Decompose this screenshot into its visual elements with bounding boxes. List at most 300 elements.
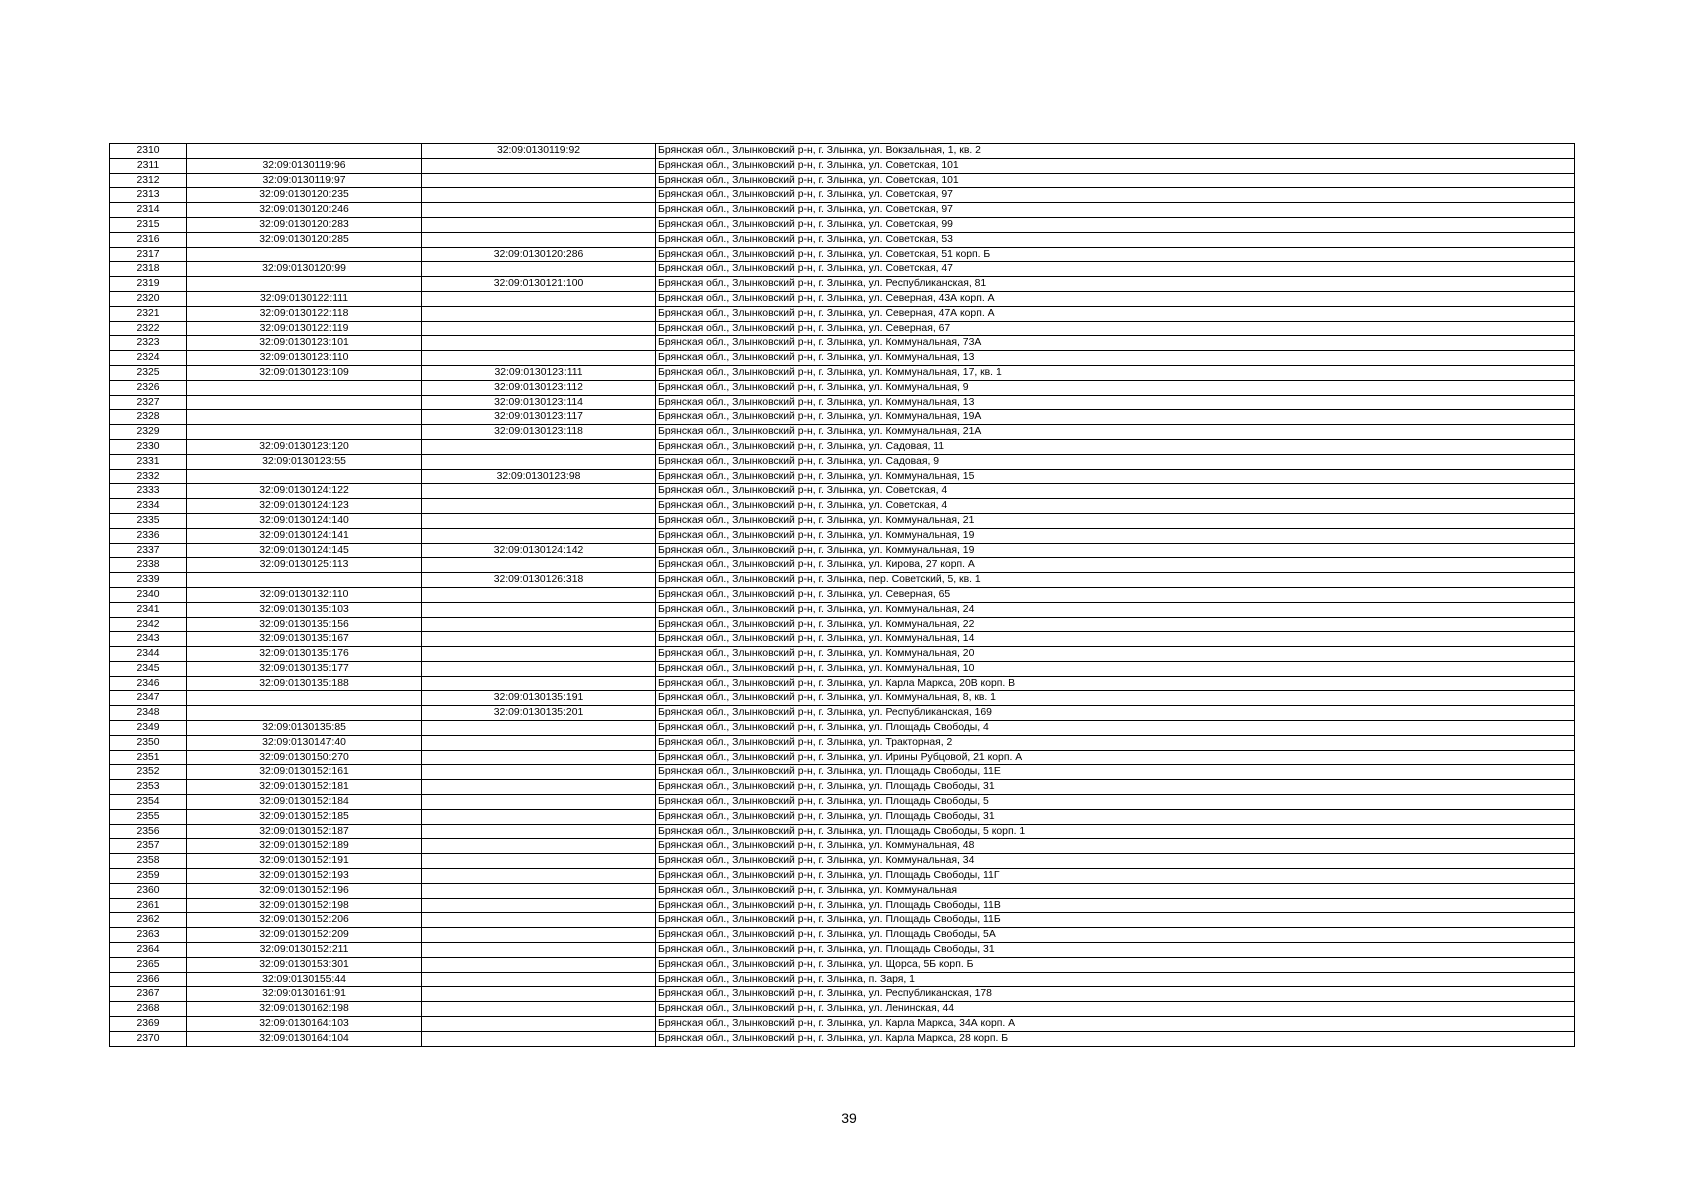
address-cell: [656, 425, 1575, 440]
address-prefix: Брянская обл., Злынковский р-н, г. Злынка,: [658, 455, 869, 467]
row-number-cell: 2344: [110, 647, 187, 662]
address-detail: ул. Коммунальная, 19А: [868, 411, 982, 423]
address-detail: ул. Ирины Рубцовой, 21 корп. А: [868, 751, 1023, 763]
address-detail: ул. Коммунальная, 9: [868, 381, 969, 393]
address-detail: п. Заря, 1: [868, 973, 915, 985]
cadastral-number-a-cell: 32:09:0130123:120: [187, 439, 422, 454]
table-row: [110, 750, 1575, 765]
cadastral-number-a-cell: 32:09:0130132:110: [187, 587, 422, 602]
address-detail: ул. Карла Маркса, 20В корп. В: [868, 677, 1016, 689]
row-number-cell: 2363: [110, 928, 187, 943]
address-detail: ул. Площадь Свободы, 11Б: [868, 914, 1001, 926]
row-number-cell: 2316: [110, 232, 187, 247]
address-detail: ул. Коммунальная, 34: [868, 855, 975, 867]
address-detail: ул. Коммунальная, 22: [868, 618, 975, 630]
cadastral-number-a-cell: 32:09:0130120:246: [187, 203, 422, 218]
address-detail: ул. Коммунальная, 13: [868, 396, 975, 408]
address-prefix: Брянская обл., Злынковский р-н, г. Злынка,: [658, 722, 869, 734]
cadastral-number-a-cell: 32:09:0130135:156: [187, 617, 422, 632]
address-prefix: Брянская обл., Злынковский р-н, г. Злынка,: [658, 988, 869, 1000]
cadastral-number-b-cell: [422, 987, 656, 1002]
table-row: [110, 232, 1575, 247]
address-cell: [656, 454, 1575, 469]
cadastral-number-a-cell: 32:09:0130155:44: [187, 972, 422, 987]
address-cell: [656, 395, 1575, 410]
cadastral-number-a-cell: [187, 469, 422, 484]
cadastral-number-a-cell: 32:09:0130120:283: [187, 217, 422, 232]
address-prefix: Брянская обл., Злынковский р-н, г. Злынка,: [658, 588, 869, 600]
cadastral-number-a-cell: [187, 247, 422, 262]
address-detail: ул. Карла Маркса, 28 корп. Б: [868, 1032, 1009, 1044]
address-prefix: Брянская обл., Злынковский р-н, г. Злынка,: [658, 307, 869, 319]
cadastral-number-b-cell: [422, 499, 656, 514]
cadastral-number-b-cell: 32:09:0130120:286: [422, 247, 656, 262]
address-cell: [656, 898, 1575, 913]
address-detail: пер. Советский, 5, кв. 1: [868, 574, 981, 586]
row-number-cell: 2361: [110, 898, 187, 913]
address-prefix: Брянская обл., Злынковский р-н, г. Злынка,: [658, 189, 869, 201]
row-number-cell: 2322: [110, 321, 187, 336]
address-prefix: Брянская обл., Злынковский р-н, г. Злынка,: [658, 248, 869, 260]
address-detail: ул. Садовая, 11: [868, 440, 945, 452]
address-prefix: Брянская обл., Злынковский р-н, г. Злынка,: [658, 337, 869, 349]
address-prefix: Брянская обл., Злынковский р-н, г. Злынка,: [658, 840, 869, 852]
address-cell: [656, 1031, 1575, 1046]
address-detail: ул. Площадь Свободы, 4: [868, 722, 989, 734]
address-detail: ул. Коммунальная, 20: [868, 648, 975, 660]
address-cell: [656, 380, 1575, 395]
cadastral-number-a-cell: [187, 573, 422, 588]
table-row: [110, 306, 1575, 321]
registry-table: [109, 143, 1575, 1047]
table-row: [110, 543, 1575, 558]
address-cell: [656, 913, 1575, 928]
cadastral-number-b-cell: [422, 1031, 656, 1046]
address-prefix: Брянская обл., Злынковский р-н, г. Злынка,: [658, 677, 869, 689]
address-detail: ул. Площадь Свободы, 5: [868, 796, 989, 808]
table-row: [110, 573, 1575, 588]
address-prefix: Брянская обл., Злынковский р-н, г. Злынка,: [658, 884, 869, 896]
cadastral-number-a-cell: [187, 410, 422, 425]
table-row: [110, 1002, 1575, 1017]
table-row: [110, 735, 1575, 750]
cadastral-number-a-cell: [187, 144, 422, 159]
row-number-cell: 2353: [110, 780, 187, 795]
cadastral-number-a-cell: 32:09:0130122:111: [187, 291, 422, 306]
row-number-cell: 2340: [110, 587, 187, 602]
address-prefix: Брянская обл., Злынковский р-н, г. Злынка,: [658, 796, 869, 808]
address-prefix: Брянская обл., Злынковский р-н, г. Злынка,: [658, 366, 869, 378]
address-prefix: Брянская обл., Злынковский р-н, г. Злынка,: [658, 958, 869, 970]
address-cell: [656, 144, 1575, 159]
table-row: [110, 839, 1575, 854]
table-row: [110, 469, 1575, 484]
cadastral-number-b-cell: [422, 854, 656, 869]
cadastral-number-b-cell: [422, 306, 656, 321]
table-row: [110, 706, 1575, 721]
address-cell: [656, 824, 1575, 839]
address-detail: ул. Садовая, 9: [868, 455, 940, 467]
address-cell: [656, 439, 1575, 454]
cadastral-number-a-cell: 32:09:0130123:110: [187, 351, 422, 366]
address-cell: [656, 217, 1575, 232]
row-number-cell: 2348: [110, 706, 187, 721]
row-number-cell: 2336: [110, 528, 187, 543]
address-detail: ул. Коммунальная, 8, кв. 1: [868, 692, 996, 704]
address-cell: [656, 262, 1575, 277]
cadastral-number-a-cell: 32:09:0130164:103: [187, 1017, 422, 1032]
address-cell: [656, 809, 1575, 824]
row-number-cell: 2351: [110, 750, 187, 765]
row-number-cell: 2349: [110, 721, 187, 736]
cadastral-number-a-cell: 32:09:0130150:270: [187, 750, 422, 765]
address-cell: [656, 277, 1575, 292]
table-row: [110, 647, 1575, 662]
address-detail: ул. Коммунальная, 24: [868, 603, 975, 615]
cadastral-number-a-cell: 32:09:0130152:181: [187, 780, 422, 795]
cadastral-number-a-cell: 32:09:0130152:187: [187, 824, 422, 839]
cadastral-number-a-cell: 32:09:0130124:123: [187, 499, 422, 514]
address-prefix: Брянская обл., Злынковский р-н, г. Злынка,: [658, 233, 869, 245]
address-prefix: Брянская обл., Злынковский р-н, г. Злынка,: [658, 292, 869, 304]
table-row: [110, 528, 1575, 543]
table-row: [110, 277, 1575, 292]
address-cell: [656, 1002, 1575, 1017]
table-row: [110, 321, 1575, 336]
table-row: [110, 203, 1575, 218]
cadastral-number-b-cell: [422, 558, 656, 573]
cadastral-number-b-cell: [422, 528, 656, 543]
cadastral-number-a-cell: 32:09:0130164:104: [187, 1031, 422, 1046]
address-prefix: Брянская обл., Злынковский р-н, г. Злынка,: [658, 944, 869, 956]
row-number-cell: 2350: [110, 735, 187, 750]
cadastral-number-b-cell: [422, 839, 656, 854]
row-number-cell: 2324: [110, 351, 187, 366]
address-detail: ул. Площадь Свободы, 11В: [868, 899, 1001, 911]
address-detail: ул. Коммунальная, 14: [868, 633, 975, 645]
address-prefix: Брянская обл., Злынковский р-н, г. Злынка,: [658, 396, 869, 408]
address-cell: [656, 957, 1575, 972]
address-detail: ул. Вокзальная, 1, кв. 2: [868, 145, 981, 156]
address-detail: ул. Площадь Свободы, 31: [868, 944, 995, 956]
cadastral-number-b-cell: [422, 188, 656, 203]
address-prefix: Брянская обл., Злынковский р-н, г. Злынка,: [658, 751, 869, 763]
address-cell: [656, 661, 1575, 676]
address-detail: ул. Площадь Свободы, 5 корп. 1: [868, 825, 1026, 837]
table-row: [110, 262, 1575, 277]
row-number-cell: 2334: [110, 499, 187, 514]
cadastral-number-b-cell: [422, 1002, 656, 1017]
cadastral-number-b-cell: 32:09:0130123:112: [422, 380, 656, 395]
row-number-cell: 2360: [110, 883, 187, 898]
table-row: [110, 499, 1575, 514]
cadastral-number-b-cell: [422, 957, 656, 972]
row-number-cell: 2362: [110, 913, 187, 928]
cadastral-number-b-cell: [422, 632, 656, 647]
address-cell: [656, 469, 1575, 484]
cadastral-number-a-cell: 32:09:0130119:97: [187, 173, 422, 188]
row-number-cell: 2314: [110, 203, 187, 218]
address-prefix: Брянская обл., Злынковский р-н, г. Злынка,: [658, 411, 869, 423]
cadastral-number-a-cell: [187, 277, 422, 292]
cadastral-number-b-cell: [422, 661, 656, 676]
address-prefix: Брянская обл., Злынковский р-н, г. Злынка,: [658, 1018, 869, 1030]
cadastral-number-b-cell: [422, 173, 656, 188]
address-prefix: Брянская обл., Злынковский р-н, г. Злынка,: [658, 263, 869, 275]
address-prefix: Брянская обл., Злынковский р-н, г. Злынка,: [658, 544, 869, 556]
address-detail: ул. Советская, 47: [868, 263, 953, 275]
address-detail: ул. Коммунальная, 73А: [868, 337, 982, 349]
row-number-cell: 2367: [110, 987, 187, 1002]
address-detail: ул. Северная, 43А корп. А: [868, 292, 995, 304]
row-number-cell: 2345: [110, 661, 187, 676]
table-row: [110, 898, 1575, 913]
row-number-cell: 2332: [110, 469, 187, 484]
row-number-cell: 2358: [110, 854, 187, 869]
cadastral-number-b-cell: 32:09:0130123:98: [422, 469, 656, 484]
address-detail: ул. Коммунальная, 17, кв. 1: [868, 366, 1002, 378]
address-detail: ул. Советская, 97: [868, 189, 953, 201]
address-prefix: Брянская обл., Злынковский р-н, г. Злынка,: [658, 648, 869, 660]
table-row: [110, 854, 1575, 869]
cadastral-number-b-cell: [422, 765, 656, 780]
address-prefix: Брянская обл., Злынковский р-н, г. Злынка,: [658, 322, 869, 334]
address-detail: ул. Площадь Свободы, 5А: [868, 929, 996, 941]
cadastral-number-a-cell: 32:09:0130135:103: [187, 602, 422, 617]
cadastral-number-a-cell: 32:09:0130122:118: [187, 306, 422, 321]
address-detail: ул. Советская, 51 корп. Б: [868, 248, 991, 260]
address-cell: [656, 351, 1575, 366]
table-row: [110, 869, 1575, 884]
cadastral-number-b-cell: [422, 158, 656, 173]
cadastral-number-a-cell: [187, 706, 422, 721]
cadastral-number-b-cell: [422, 1017, 656, 1032]
row-number-cell: 2346: [110, 676, 187, 691]
cadastral-number-a-cell: 32:09:0130152:191: [187, 854, 422, 869]
address-detail: ул. Площадь Свободы, 11Г: [868, 870, 1000, 882]
address-detail: ул. Карла Маркса, 34А корп. А: [868, 1018, 1016, 1030]
address-cell: [656, 765, 1575, 780]
cadastral-number-b-cell: [422, 439, 656, 454]
address-detail: ул. Советская, 4: [868, 485, 948, 497]
cadastral-number-a-cell: 32:09:0130152:211: [187, 943, 422, 958]
table-row: [110, 484, 1575, 499]
address-cell: [656, 676, 1575, 691]
row-number-cell: 2330: [110, 439, 187, 454]
cadastral-number-b-cell: [422, 291, 656, 306]
cadastral-number-b-cell: [422, 351, 656, 366]
cadastral-number-b-cell: [422, 203, 656, 218]
cadastral-number-b-cell: [422, 217, 656, 232]
table-row: [110, 661, 1575, 676]
address-cell: [656, 721, 1575, 736]
address-cell: [656, 780, 1575, 795]
address-cell: [656, 854, 1575, 869]
cadastral-number-a-cell: 32:09:0130120:285: [187, 232, 422, 247]
address-cell: [656, 203, 1575, 218]
address-cell: [656, 306, 1575, 321]
address-prefix: Брянская обл., Злынковский р-н, г. Злынка,: [658, 914, 869, 926]
address-detail: ул. Коммунальная, 19: [868, 529, 975, 541]
cadastral-number-b-cell: 32:09:0130135:191: [422, 691, 656, 706]
row-number-cell: 2317: [110, 247, 187, 262]
address-cell: [656, 928, 1575, 943]
cadastral-number-a-cell: 32:09:0130152:206: [187, 913, 422, 928]
table-row: [110, 380, 1575, 395]
row-number-cell: 2311: [110, 158, 187, 173]
address-prefix: Брянская обл., Злынковский р-н, г. Злынка,: [658, 559, 869, 571]
row-number-cell: 2338: [110, 558, 187, 573]
address-prefix: Брянская обл., Злынковский р-н, г. Злынка,: [658, 633, 869, 645]
address-detail: ул. Республиканская, 81: [868, 278, 987, 290]
cadastral-number-b-cell: [422, 809, 656, 824]
cadastral-number-b-cell: [422, 587, 656, 602]
cadastral-number-a-cell: [187, 425, 422, 440]
cadastral-number-b-cell: [422, 513, 656, 528]
address-cell: [656, 972, 1575, 987]
row-number-cell: 2310: [110, 144, 187, 159]
address-prefix: Брянская обл., Злынковский р-н, г. Злынка,: [658, 470, 869, 482]
cadastral-number-a-cell: 32:09:0130152:184: [187, 795, 422, 810]
table-row: [110, 144, 1575, 159]
table-row: [110, 425, 1575, 440]
table-row: [110, 883, 1575, 898]
row-number-cell: 2328: [110, 410, 187, 425]
address-prefix: Брянская обл., Злынковский р-н, г. Злынка,: [658, 204, 869, 216]
address-cell: [656, 632, 1575, 647]
cadastral-number-a-cell: 32:09:0130152:198: [187, 898, 422, 913]
row-number-cell: 2327: [110, 395, 187, 410]
cadastral-number-a-cell: 32:09:0130124:141: [187, 528, 422, 543]
address-cell: [656, 706, 1575, 721]
cadastral-number-a-cell: 32:09:0130125:113: [187, 558, 422, 573]
row-number-cell: 2320: [110, 291, 187, 306]
table-row: [110, 336, 1575, 351]
address-prefix: Брянская обл., Злынковский р-н, г. Злынка,: [658, 514, 869, 526]
cadastral-number-b-cell: [422, 795, 656, 810]
cadastral-number-b-cell: [422, 972, 656, 987]
address-prefix: Брянская обл., Злынковский р-н, г. Злынка,: [658, 707, 869, 719]
cadastral-number-a-cell: [187, 395, 422, 410]
address-cell: [656, 602, 1575, 617]
row-number-cell: 2352: [110, 765, 187, 780]
row-number-cell: 2359: [110, 869, 187, 884]
address-detail: ул. Северная, 65: [868, 588, 951, 600]
cadastral-number-a-cell: 32:09:0130161:91: [187, 987, 422, 1002]
cadastral-number-a-cell: 32:09:0130135:176: [187, 647, 422, 662]
address-prefix: Брянская обл., Злынковский р-н, г. Злынка,: [658, 426, 869, 438]
address-cell: [656, 1017, 1575, 1032]
row-number-cell: 2313: [110, 188, 187, 203]
address-detail: ул. Коммунальная, 10: [868, 662, 975, 674]
row-number-cell: 2343: [110, 632, 187, 647]
address-cell: [656, 188, 1575, 203]
row-number-cell: 2337: [110, 543, 187, 558]
address-prefix: Брянская обл., Злынковский р-н, г. Злынка,: [658, 145, 869, 156]
address-cell: [656, 617, 1575, 632]
address-prefix: Брянская обл., Злынковский р-н, г. Злынка,: [658, 218, 869, 230]
cadastral-number-a-cell: 32:09:0130123:55: [187, 454, 422, 469]
row-number-cell: 2315: [110, 217, 187, 232]
address-detail: ул. Тракторная, 2: [868, 736, 953, 748]
cadastral-number-b-cell: 32:09:0130135:201: [422, 706, 656, 721]
address-cell: [656, 795, 1575, 810]
address-prefix: Брянская обл., Злынковский р-н, г. Злынка,: [658, 174, 869, 186]
table-row: [110, 809, 1575, 824]
table-row: [110, 913, 1575, 928]
address-cell: [656, 173, 1575, 188]
address-detail: ул. Площадь Свободы, 11Е: [868, 766, 1001, 778]
address-cell: [656, 943, 1575, 958]
row-number-cell: 2369: [110, 1017, 187, 1032]
address-detail: ул. Советская, 97: [868, 204, 953, 216]
table-row: [110, 217, 1575, 232]
cadastral-number-b-cell: [422, 676, 656, 691]
cadastral-number-b-cell: [422, 869, 656, 884]
cadastral-number-a-cell: 32:09:0130123:101: [187, 336, 422, 351]
row-number-cell: 2312: [110, 173, 187, 188]
table-row: [110, 291, 1575, 306]
cadastral-number-a-cell: 32:09:0130152:189: [187, 839, 422, 854]
address-detail: ул. Коммунальная, 13: [868, 352, 975, 364]
address-cell: [656, 543, 1575, 558]
document-page: [109, 143, 1574, 1047]
address-prefix: Брянская обл., Злынковский р-н, г. Злынка,: [658, 529, 869, 541]
table-row: [110, 587, 1575, 602]
address-prefix: Брянская обл., Злынковский р-н, г. Злынка,: [658, 973, 869, 985]
cadastral-number-a-cell: 32:09:0130124:122: [187, 484, 422, 499]
address-cell: [656, 291, 1575, 306]
cadastral-number-a-cell: 32:09:0130147:40: [187, 735, 422, 750]
address-detail: ул. Республиканская, 169: [868, 707, 992, 719]
address-prefix: Брянская обл., Злынковский р-н, г. Злынка,: [658, 278, 869, 290]
address-prefix: Брянская обл., Злынковский р-н, г. Злынка,: [658, 810, 869, 822]
registry-table-body: [110, 144, 1575, 1047]
cadastral-number-a-cell: 32:09:0130119:96: [187, 158, 422, 173]
cadastral-number-a-cell: 32:09:0130152:193: [187, 869, 422, 884]
address-prefix: Брянская обл., Злынковский р-н, г. Злынка,: [658, 440, 869, 452]
table-row: [110, 410, 1575, 425]
cadastral-number-b-cell: [422, 928, 656, 943]
table-row: [110, 957, 1575, 972]
row-number-cell: 2370: [110, 1031, 187, 1046]
cadastral-number-b-cell: [422, 617, 656, 632]
address-cell: [656, 869, 1575, 884]
address-prefix: Брянская обл., Злынковский р-н, г. Злынка,: [658, 855, 869, 867]
cadastral-number-b-cell: 32:09:0130126:318: [422, 573, 656, 588]
cadastral-number-b-cell: [422, 262, 656, 277]
cadastral-number-b-cell: 32:09:0130123:114: [422, 395, 656, 410]
address-prefix: Брянская обл., Злынковский р-н, г. Злынка,: [658, 692, 869, 704]
row-number-cell: 2318: [110, 262, 187, 277]
table-row: [110, 617, 1575, 632]
address-cell: [656, 247, 1575, 262]
address-detail: ул. Коммунальная, 48: [868, 840, 975, 852]
cadastral-number-b-cell: [422, 898, 656, 913]
address-detail: ул. Республиканская, 178: [868, 988, 992, 1000]
cadastral-number-b-cell: 32:09:0130124:142: [422, 543, 656, 558]
cadastral-number-b-cell: [422, 336, 656, 351]
table-row: [110, 173, 1575, 188]
cadastral-number-b-cell: [422, 824, 656, 839]
address-detail: ул. Советская, 53: [868, 233, 953, 245]
address-detail: ул. Коммунальная, 19: [868, 544, 975, 556]
address-prefix: Брянская обл., Злынковский р-н, г. Злынка,: [658, 825, 869, 837]
address-prefix: Брянская обл., Злынковский р-н, г. Злынка,: [658, 929, 869, 941]
cadastral-number-b-cell: 32:09:0130123:117: [422, 410, 656, 425]
address-detail: ул. Ленинская, 44: [868, 1003, 955, 1015]
address-detail: ул. Щорса, 5Б корп. Б: [868, 958, 974, 970]
